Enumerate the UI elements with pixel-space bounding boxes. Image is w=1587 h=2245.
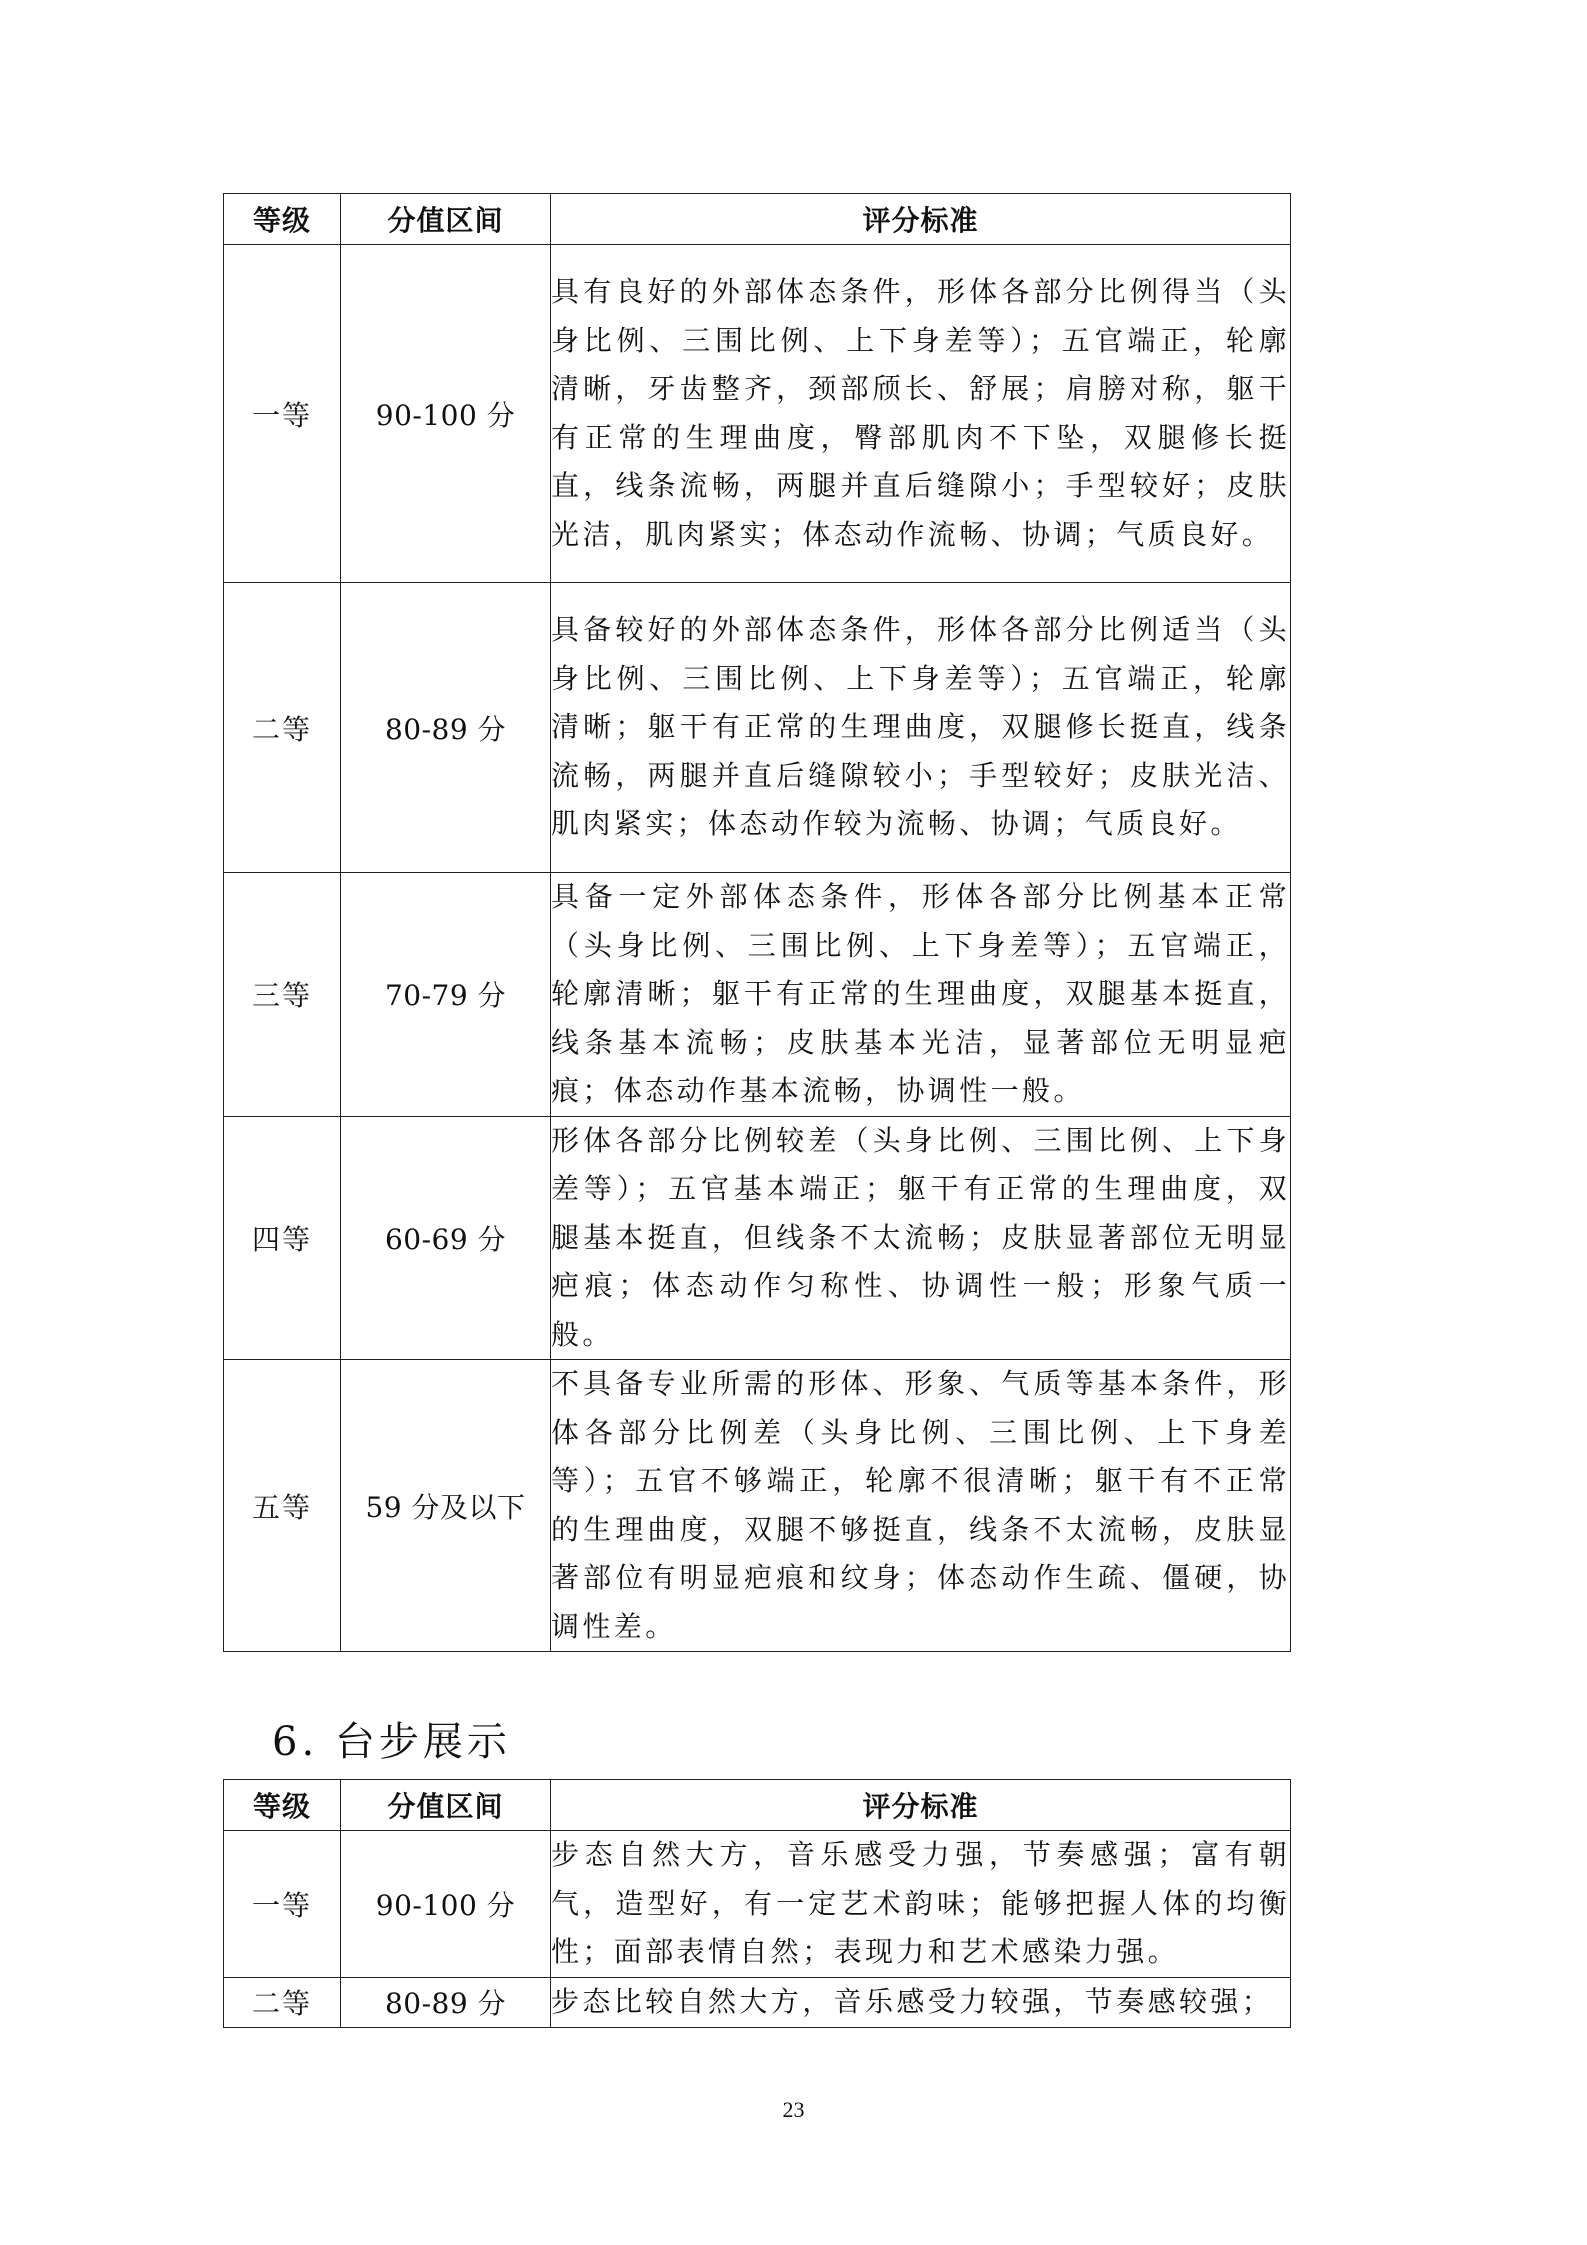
- row-score-range: 90-100 分: [341, 1831, 551, 1978]
- row-level: 四等: [224, 1116, 341, 1360]
- row-criteria: 不具备专业所需的形体、形象、气质等基本条件，形体各部分比例差（头身比例、三围比例、上下身差等）；五官不够端正，轮廓不很清晰；躯干有不正常的生理曲度，双腿不够挺直，线条不太流畅，皮肤显著部位有明显疤痕和纹身；体态动作生疏、僵硬，协调性差。: [551, 1360, 1291, 1652]
- table-row: [224, 1360, 1291, 1652]
- row-level: 一等: [224, 245, 341, 583]
- table-row: [224, 1831, 1291, 1978]
- table-header-row: [224, 194, 1291, 245]
- row-criteria: 步态比较自然大方，音乐感受力较强，节奏感较强；: [551, 1978, 1291, 2028]
- header-score-range: 分值区间: [341, 1780, 551, 1831]
- row-criteria: 具有良好的外部体态条件，形体各部分比例得当（头身比例、三围比例、上下身差等）；五官端正，轮廓清晰，牙齿整齐，颈部颀长、舒展；肩膀对称，躯干有正常的生理曲度，臀部肌肉不下坠，双腿修长挺直，线条流畅，两腿并直后缝隙小；手型较好；皮肤光洁，肌肉紧实；体态动作流畅、协调；气质良好。: [551, 245, 1291, 583]
- appearance-grading-table: [223, 193, 1291, 1652]
- table-header-row: [224, 1780, 1291, 1831]
- row-level: 三等: [224, 873, 341, 1117]
- table-row: [224, 1978, 1291, 2028]
- row-score-range: 70-79 分: [341, 873, 551, 1117]
- header-criteria: 评分标准: [551, 194, 1291, 245]
- section-heading: 6. 台步展示: [272, 1719, 511, 1765]
- table-row: [224, 1116, 1291, 1360]
- row-level: 二等: [224, 1978, 341, 2028]
- row-criteria: 具备较好的外部体态条件，形体各部分比例适当（头身比例、三围比例、上下身差等）；五官端正，轮廓清晰；躯干有正常的生理曲度，双腿修长挺直，线条流畅，两腿并直后缝隙较小；手型较好；皮肤光洁、肌肉紧实；体态动作较为流畅、协调；气质良好。: [551, 583, 1291, 873]
- row-score-range: 80-89 分: [341, 1978, 551, 2028]
- header-score-range: 分值区间: [341, 194, 551, 245]
- row-level: 二等: [224, 583, 341, 873]
- row-criteria: 具备一定外部体态条件，形体各部分比例基本正常（头身比例、三围比例、上下身差等）；五官端正，轮廓清晰；躯干有正常的生理曲度，双腿基本挺直，线条基本流畅；皮肤基本光洁，显著部位无明显疤痕；体态动作基本流畅，协调性一般。: [551, 873, 1291, 1117]
- row-criteria: 步态自然大方，音乐感受力强，节奏感强；富有朝气，造型好，有一定艺术韵味；能够把握人体的均衡性；面部表情自然；表现力和艺术感染力强。: [551, 1831, 1291, 1978]
- row-score-range: 60-69 分: [341, 1116, 551, 1360]
- catwalk-grading-table: [223, 1779, 1291, 2028]
- table-row: [224, 873, 1291, 1117]
- header-level: 等级: [224, 1780, 341, 1831]
- row-score-range: 90-100 分: [341, 245, 551, 583]
- row-score-range: 59 分及以下: [341, 1360, 551, 1652]
- header-criteria: 评分标准: [551, 1780, 1291, 1831]
- table-row: [224, 583, 1291, 873]
- row-level: 一等: [224, 1831, 341, 1978]
- row-level: 五等: [224, 1360, 341, 1652]
- table-row: [224, 245, 1291, 583]
- row-score-range: 80-89 分: [341, 583, 551, 873]
- page-number: 23: [782, 2097, 805, 2122]
- row-criteria: 形体各部分比例较差（头身比例、三围比例、上下身差等）；五官基本端正；躯干有正常的生理曲度，双腿基本挺直，但线条不太流畅；皮肤显著部位无明显疤痕；体态动作匀称性、协调性一般；形象气质一般。: [551, 1116, 1291, 1360]
- header-level: 等级: [224, 194, 341, 245]
